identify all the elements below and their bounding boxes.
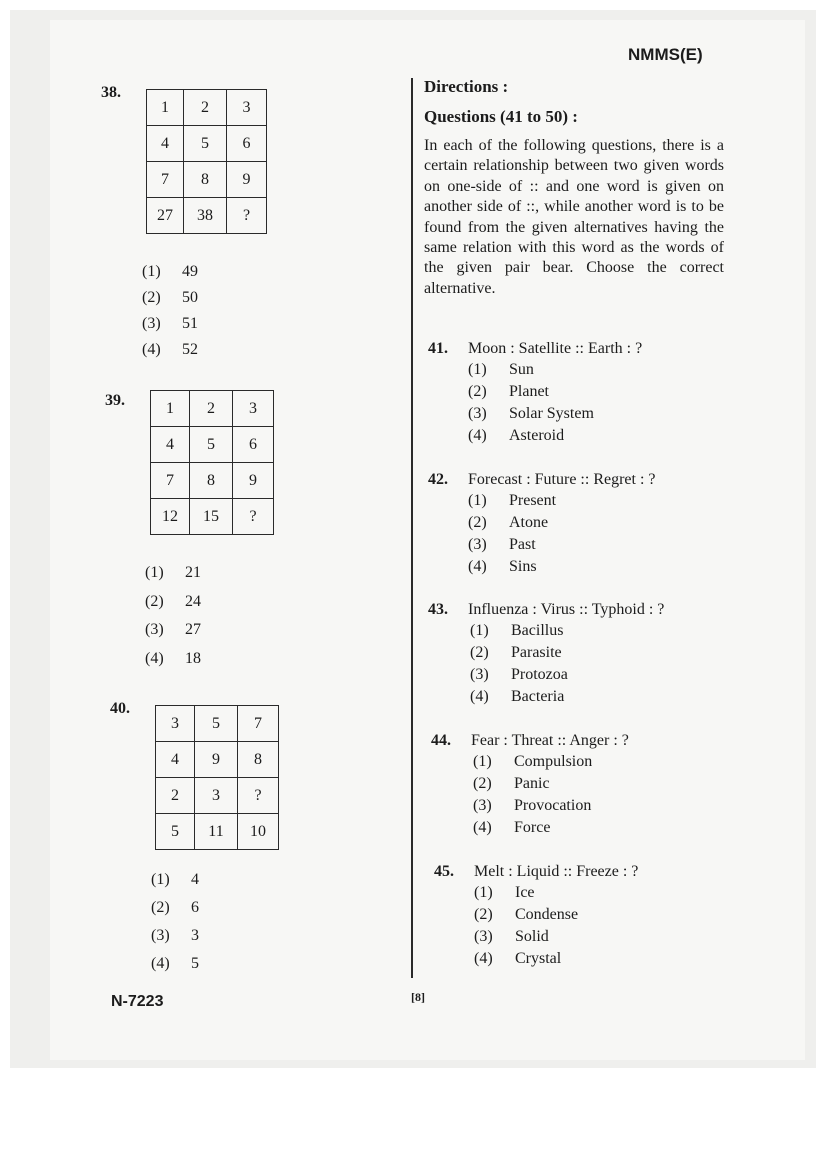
- question-number: 45.: [434, 863, 454, 880]
- grid-cell: 2: [184, 90, 227, 126]
- question-number: 40.: [110, 700, 130, 717]
- grid-cell: 5: [156, 814, 195, 850]
- grid-cell: 7: [147, 162, 184, 198]
- grid-cell: 4: [156, 742, 195, 778]
- answer-option[interactable]: (1) Bacillus: [470, 622, 564, 639]
- options: [470, 620, 664, 708]
- question-stem: Influenza : Virus :: Typhoid : ?: [468, 601, 665, 618]
- answer-option[interactable]: (2) 24: [145, 592, 201, 610]
- grid-cell: 27: [147, 198, 184, 234]
- answer-option[interactable]: (3) 51: [142, 315, 198, 332]
- grid-cell: 3: [156, 706, 195, 742]
- answer-option[interactable]: (2) Condense: [474, 906, 579, 923]
- answer-option[interactable]: (3) 3: [151, 927, 199, 944]
- options: [473, 751, 629, 839]
- number-grid-q39: [150, 390, 274, 535]
- answer-option[interactable]: (1) Present: [468, 492, 557, 509]
- directions-heading: Directions :: [424, 77, 509, 96]
- answer-option[interactable]: (3) Protozoa: [470, 666, 568, 683]
- grid-cell: 4: [147, 126, 184, 162]
- question-stem: Fear : Threat :: Anger : ?: [471, 732, 629, 749]
- grid-cell: 5: [184, 126, 227, 162]
- answer-option[interactable]: (3) Solid: [474, 928, 549, 945]
- question-45: [434, 863, 638, 970]
- grid-cell: 5: [190, 427, 233, 463]
- answer-option[interactable]: (2) Panic: [473, 775, 550, 792]
- grid-cell: ?: [238, 778, 279, 814]
- grid-cell: 6: [233, 427, 274, 463]
- answer-option[interactable]: (4) Crystal: [474, 950, 562, 967]
- column-divider: [411, 78, 413, 978]
- question-number: 41.: [428, 340, 448, 357]
- grid-cell: 8: [238, 742, 279, 778]
- answer-option[interactable]: (4) 5: [151, 955, 199, 972]
- question-number: 44.: [431, 732, 451, 749]
- answer-option[interactable]: (2) 50: [142, 289, 198, 306]
- grid-cell: ?: [233, 499, 274, 535]
- answer-option[interactable]: (1) 21: [145, 564, 201, 581]
- question-41: [428, 340, 642, 447]
- grid-cell: 3: [195, 778, 238, 814]
- answer-option[interactable]: (1) Ice: [474, 884, 535, 901]
- answer-option[interactable]: (4) Asteroid: [468, 427, 565, 444]
- options: [468, 490, 656, 578]
- question-number: 39.: [105, 392, 125, 409]
- answer-option[interactable]: (1) 49: [142, 263, 198, 280]
- answer-option[interactable]: (4) Force: [473, 819, 551, 836]
- footer-code: N-7223: [111, 993, 164, 1010]
- answer-option[interactable]: (2) Planet: [468, 383, 549, 400]
- grid-cell: 2: [156, 778, 195, 814]
- answer-option[interactable]: (3) 27: [145, 621, 201, 638]
- question-number: 43.: [428, 601, 448, 618]
- grid-cell: 38: [184, 198, 227, 234]
- answer-option[interactable]: (2) 6: [151, 899, 199, 916]
- answer-option[interactable]: (4) Sins: [468, 558, 537, 575]
- question-number: 42.: [428, 471, 448, 488]
- answer-option[interactable]: (1) Compulsion: [473, 753, 593, 770]
- question-43: [428, 601, 664, 708]
- question-44: [431, 732, 629, 839]
- answer-option[interactable]: (4) 52: [142, 341, 198, 358]
- options-q38: [142, 259, 198, 363]
- question-stem: Moon : Satellite :: Earth : ?: [468, 340, 643, 357]
- page-number: [8]: [411, 990, 425, 1004]
- grid-cell: 4: [151, 427, 190, 463]
- grid-cell: 3: [233, 391, 274, 427]
- options-q40: [151, 866, 199, 978]
- answer-option[interactable]: (4) 18: [145, 649, 201, 667]
- answer-option[interactable]: (4) Bacteria: [470, 688, 565, 705]
- number-grid-q38: [146, 89, 267, 234]
- grid-cell: 9: [227, 162, 267, 198]
- grid-cell: 10: [238, 814, 279, 850]
- grid-cell: 2: [190, 391, 233, 427]
- grid-cell: 3: [227, 90, 267, 126]
- instruction-paragraph: In each of the following questions, there is a certain relationship between two given words on one-side of :: and one word is given on another side of ::, while another word is to be found from the given alternatives having the same relation with this word as the words of the given pair bear. Choose the correct alternative.: [424, 137, 724, 297]
- question-stem: Forecast : Future :: Regret : ?: [468, 471, 656, 488]
- grid-cell: ?: [227, 198, 267, 234]
- answer-option[interactable]: (3) Solar System: [468, 405, 594, 422]
- grid-cell: 15: [190, 499, 233, 535]
- number-grid-q40: [155, 705, 279, 850]
- grid-cell: 9: [195, 742, 238, 778]
- grid-cell: 1: [151, 391, 190, 427]
- grid-cell: 12: [151, 499, 190, 535]
- grid-cell: 6: [227, 126, 267, 162]
- grid-cell: 1: [147, 90, 184, 126]
- questions-range-heading: Questions (41 to 50) :: [424, 107, 578, 126]
- grid-cell: 7: [238, 706, 279, 742]
- question-stem: Melt : Liquid :: Freeze : ?: [474, 863, 639, 880]
- grid-cell: 9: [233, 463, 274, 499]
- answer-option[interactable]: (1) Sun: [468, 361, 534, 378]
- options: [474, 882, 638, 970]
- answer-option[interactable]: (3) Past: [468, 536, 536, 553]
- options-q39: [145, 559, 201, 673]
- answer-option[interactable]: (2) Parasite: [470, 644, 562, 661]
- question-42: [428, 471, 656, 578]
- grid-cell: 8: [190, 463, 233, 499]
- options: [468, 359, 642, 447]
- grid-cell: 8: [184, 162, 227, 198]
- grid-cell: 5: [195, 706, 238, 742]
- answer-option[interactable]: (2) Atone: [468, 514, 549, 531]
- question-number: 38.: [101, 84, 121, 101]
- answer-option[interactable]: (3) Provocation: [473, 797, 592, 814]
- answer-option[interactable]: (1) 4: [151, 871, 199, 888]
- grid-cell: 11: [195, 814, 238, 850]
- header-code: NMMS(E): [628, 45, 703, 64]
- grid-cell: 7: [151, 463, 190, 499]
